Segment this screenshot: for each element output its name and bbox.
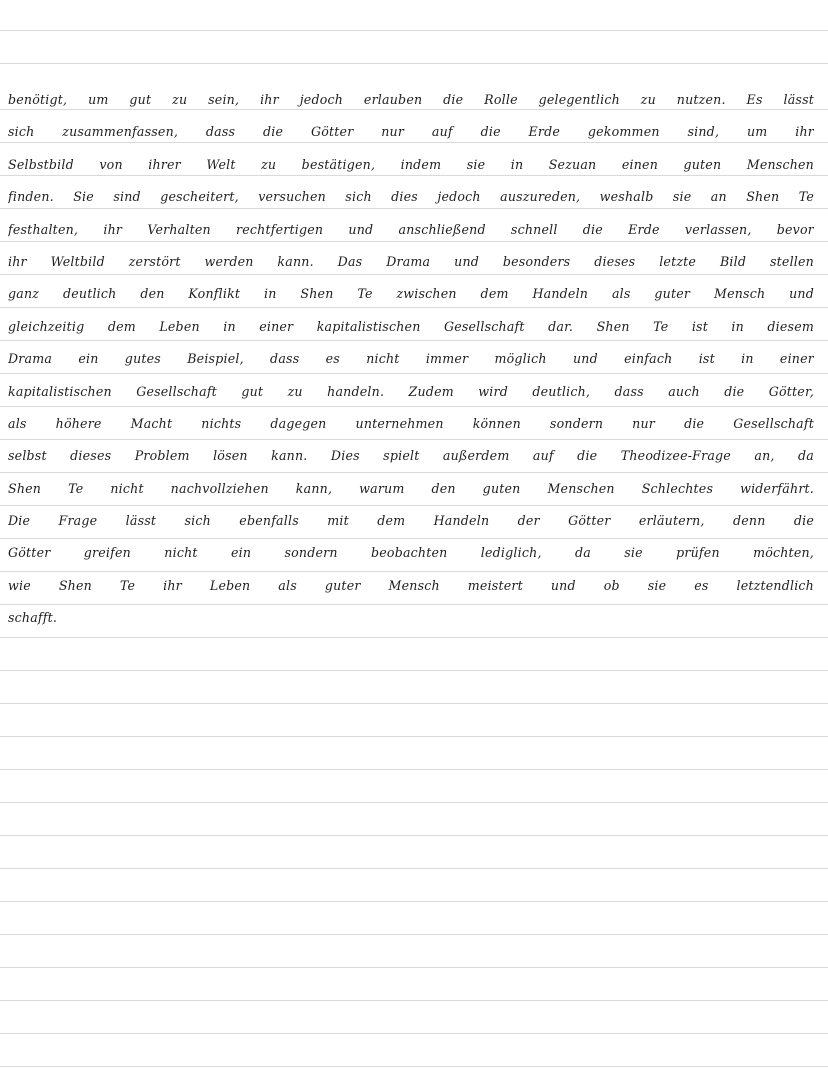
text-line: Drama ein gutes Beispiel, dass es nicht immer möglich und einfach ist in einer — [8, 351, 814, 367]
text-line: Shen Te nicht nachvollziehen kann, warum den guten Menschen Schlechtes widerfährt. — [8, 480, 814, 496]
text-line: benötigt, um gut zu sein, ihr jedoch erlauben die Rolle gelegentlich zu nutzen. Es lässt — [8, 92, 814, 107]
text-line: als höhere Macht nichts dagegen unternehmen können sondern nur die Gesellschaft — [8, 415, 814, 431]
text-line: Die Frage lässt sich ebenfalls mit dem Handeln der Götter erläutern, denn die — [8, 513, 814, 529]
text-line: ihr Weltbild zerstört werden kann. Das Drama und besonders dieses letzte Bild stellen — [8, 253, 814, 269]
text-line: schafft. — [8, 610, 58, 626]
text-line: festhalten, ihr Verhalten rechtfertigen und anschließend schnell die Erde verlassen, bevor — [8, 221, 814, 237]
handwritten-text-block — [8, 88, 814, 639]
text-line: wie Shen Te ihr Leben als guter Mensch meistert und ob sie es letztendlich — [8, 577, 814, 593]
text-line: selbst dieses Problem lösen kann. Dies spielt außerdem auf die Theodizee-Frage an, da — [8, 448, 814, 464]
text-line: sich zusammenfassen, dass die Götter nur auf die Erde gekommen sind, um ihr — [8, 124, 814, 140]
text-line: ganz deutlich den Konflikt in Shen Te zwischen dem Handeln als guter Mensch und — [8, 286, 814, 302]
text-line: Götter greifen nicht ein sondern beobachten lediglich, da sie prüfen möchten, — [8, 545, 814, 561]
text-line: finden. Sie sind gescheitert, versuchen sich dies jedoch auszureden, weshalb sie an Shen Te — [8, 189, 814, 205]
text-line: Selbstbild von ihrer Welt zu bestätigen, indem sie in Sezuan einen guten Menschen — [8, 156, 814, 172]
text-line: gleichzeitig dem Leben in einer kapitalistischen Gesellschaft dar. Shen Te ist in diesem — [8, 318, 814, 334]
text-line: kapitalistischen Gesellschaft gut zu handeln. Zudem wird deutlich, dass auch die Götter, — [8, 383, 814, 399]
